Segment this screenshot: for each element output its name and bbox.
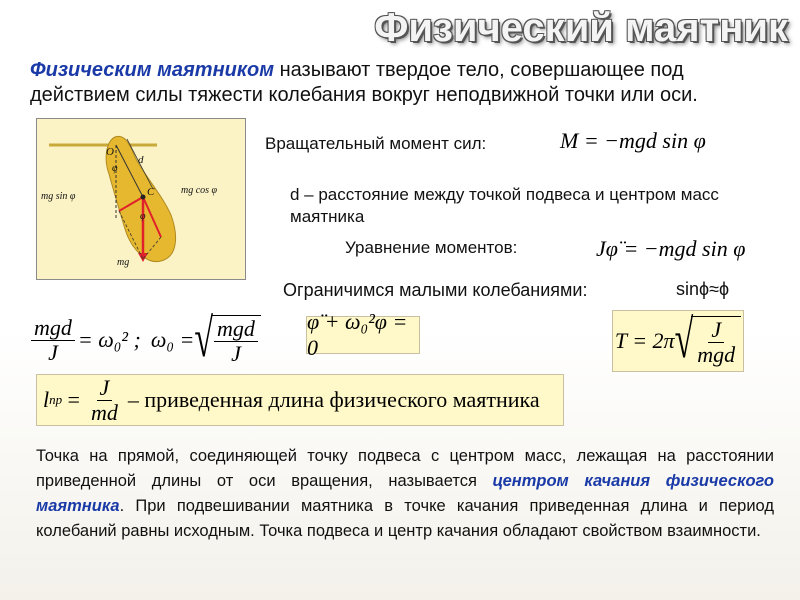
omega0-def: ω₀ = bbox=[150, 327, 195, 352]
omega-sqrt-num: mgd bbox=[214, 317, 258, 342]
period-lhs: T = 2π bbox=[614, 328, 675, 353]
omega-sqrt-den: J bbox=[231, 340, 241, 366]
center-of-mass bbox=[141, 195, 146, 200]
bottom-paragraph bbox=[36, 444, 774, 544]
reduced-length-den: md bbox=[90, 399, 118, 425]
label-phi-mid: φ bbox=[140, 211, 146, 222]
moments-formula bbox=[596, 236, 745, 262]
label-c: C bbox=[147, 186, 155, 198]
pendulum-diagram bbox=[37, 119, 245, 279]
torque-label: Вращательный момент сил: bbox=[265, 134, 487, 153]
omega-frac-num: mgd bbox=[31, 316, 75, 341]
omega-eq: = ω₀² ; bbox=[77, 327, 141, 352]
page-title: Физический маятник bbox=[374, 6, 788, 50]
label-mg-sin: mg sin φ bbox=[41, 191, 76, 202]
reduced-length-l: l bbox=[43, 387, 50, 412]
omega-sqrt: √ $\frac{\text{mgd}}{J}$ bbox=[194, 315, 261, 366]
reduced-length-sub: пр bbox=[49, 392, 63, 407]
label-o: O bbox=[106, 146, 114, 158]
reduced-length-num: J bbox=[97, 376, 113, 401]
intro-paragraph bbox=[30, 58, 775, 108]
intro-text: называют твердое тело, совершающее под действием силы тяжести колебания вокруг неподвижной точки или оси. bbox=[30, 59, 698, 106]
moments-lhs: Jφ̈ bbox=[596, 236, 618, 261]
bottom-term: центром качания физического маятника bbox=[36, 472, 774, 515]
reduced-length-text: – приведенная длина физического маятника bbox=[127, 387, 540, 412]
top-rule bbox=[0, 0, 800, 4]
label-mg-cos: mg cos φ bbox=[181, 185, 218, 196]
omega-frac bbox=[31, 316, 75, 365]
moments-label: Уравнение моментов: bbox=[345, 238, 518, 257]
torque-formula: M = −mgd sin φ bbox=[560, 128, 706, 153]
label-phi-top: φ bbox=[112, 163, 118, 174]
period-sqrt-num: J bbox=[708, 318, 724, 343]
intro-term: Физическим маятником bbox=[30, 59, 275, 81]
diff-equation: φ̈ + ω₀²φ = 0 bbox=[306, 316, 420, 354]
period-sqrt: √ $\frac{J}{\text{mgd}}$ bbox=[675, 316, 742, 367]
small-angle-approx: sinϕ≈ϕ bbox=[676, 279, 730, 299]
pendulum-figure bbox=[36, 118, 246, 280]
bottom-part2: . При подвешивании маятника в точке качания приведенная длина и период колебаний равны исходным. Точка подвеса и центр качания обладают свойством взаимности. bbox=[36, 497, 774, 540]
period-sqrt-den: mgd bbox=[697, 341, 736, 367]
small-oscillations-label: Ограничимся малыми колебаниями: bbox=[283, 280, 588, 300]
omega-formula bbox=[28, 309, 261, 369]
reduced-length-frac bbox=[88, 376, 121, 425]
reduced-length-formula bbox=[36, 374, 564, 426]
label-d: d bbox=[138, 154, 144, 166]
label-mg: mg bbox=[117, 257, 130, 268]
period-formula bbox=[612, 310, 744, 372]
omega-frac-den: J bbox=[48, 339, 58, 365]
bottom-part1: Точка на прямой, соединяющей точку подвеса с центром масс, лежащая на расстоянии приведенной длины от оси вращения, называется bbox=[36, 447, 774, 490]
d-definition: d – расстояние между точкой подвеса и центром масс маятника bbox=[290, 185, 719, 226]
reduced-length-eq: = bbox=[66, 387, 81, 412]
moments-rhs: = −mgd sin φ bbox=[623, 236, 746, 261]
